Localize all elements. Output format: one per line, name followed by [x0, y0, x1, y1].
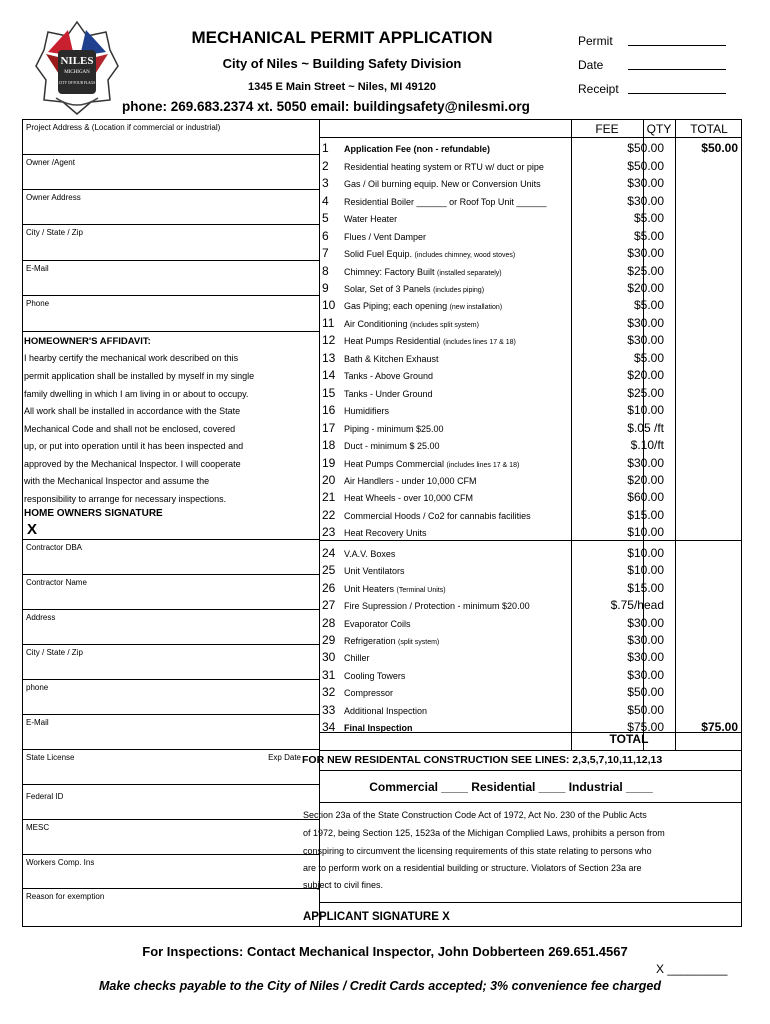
division-subtitle: City of Niles ~ Building Safety Division: [222, 56, 462, 71]
fee-row-amount: $30.00: [627, 333, 664, 348]
contractor-email-label: E-Mail: [26, 718, 49, 727]
fee-row: [320, 278, 742, 295]
fee-row-description: Flues / Vent Damper: [344, 231, 427, 242]
fee-row-description: Tanks - Above Ground: [344, 371, 434, 382]
exp-date-label: Exp Date: [268, 753, 301, 762]
fee-row-description: Heat Recovery Units: [344, 528, 427, 539]
fee-row-amount: $30.00: [627, 193, 664, 208]
mesc-label: MESC: [26, 823, 50, 832]
contractor-name-label: Contractor Name: [26, 578, 87, 587]
fee-row-description: Duct - minimum $ 25.00: [344, 441, 440, 452]
owner-city-field[interactable]: [23, 225, 319, 261]
owner-email-label: E-Mail: [26, 264, 49, 273]
fee-row-qty-input[interactable]: [644, 295, 674, 312]
fee-row: [320, 190, 742, 207]
fee-row-amount: $15.00: [627, 507, 664, 522]
logo-text-niles: NILES: [60, 55, 94, 67]
fee-row: [320, 173, 742, 190]
fee-row: [320, 717, 742, 734]
fee-row-number: 22: [322, 507, 336, 522]
fee-row-description: Water Heater: [344, 214, 398, 225]
fee-row: [320, 435, 742, 452]
fee-row-note: (Terminal Units): [396, 586, 446, 594]
permit-field[interactable]: [578, 34, 613, 48]
owner-agent-label: Owner /Agent: [26, 158, 75, 167]
fee-row: [320, 208, 742, 225]
category-selection[interactable]: Commercial ____ Residential ____ Industrial ____: [369, 780, 653, 794]
fee-row: [320, 560, 742, 577]
fee-row: [320, 225, 742, 242]
affidavit-line: Mechanical Code and shall not be enclosed, covered: [24, 424, 236, 434]
fee-row-qty-input[interactable]: [644, 417, 674, 434]
fee-row: [320, 260, 742, 277]
fee-row-note: (includes lines 17 & 18): [443, 339, 516, 347]
fee-row-number: 15: [322, 385, 336, 400]
fee-row-amount: $10.00: [627, 403, 664, 418]
fee-row-description: Solid Fuel Equip. (includes chimney, wood stoves): [344, 249, 516, 260]
fee-row: [320, 647, 742, 664]
fee-row-description: Gas / Oil burning equip. New or Conversion Units: [344, 179, 541, 190]
fee-row-description: Commercial Hoods / Co2 for cannabis facilities: [344, 510, 531, 521]
fee-row-qty-input[interactable]: [644, 347, 674, 364]
fee-row-qty-input[interactable]: [644, 452, 674, 469]
fee-row: [320, 665, 742, 682]
section-23a-line: conspiring to circumvent the licensing requirements of this state relating to persons who: [303, 846, 652, 856]
fee-row-qty-input[interactable]: [644, 647, 674, 664]
fee-row-description: Heat Pumps Residential (includes lines 17 & 18): [344, 336, 516, 347]
federal-id-label: Federal ID: [26, 792, 64, 801]
fee-row-number: 14: [322, 368, 336, 383]
fee-row-amount: $30.00: [627, 633, 664, 648]
fee-row-amount: $75.00: [627, 720, 664, 735]
fee-row-amount: $30.00: [627, 315, 664, 330]
fee-row-description: Solar, Set of 3 Panels (includes piping): [344, 284, 485, 295]
fee-row-total[interactable]: $50.00: [701, 141, 738, 156]
fee-row-number: 4: [322, 193, 329, 208]
date-label: Date: [578, 58, 604, 72]
fee-row-note: (new installation): [449, 304, 503, 312]
logo-text-motto: CITY OF FOUR FLAGS: [58, 81, 96, 85]
affidavit-line: responsibility to arrange for necessary inspections.: [24, 494, 227, 504]
fee-row-qty-input[interactable]: [644, 173, 674, 190]
fee-row-qty-input[interactable]: [644, 260, 674, 277]
homeowner-signature-field[interactable]: X: [27, 521, 38, 538]
fee-row-qty-input[interactable]: [644, 522, 674, 539]
fee-column-header: FEE: [595, 122, 619, 136]
fee-row-description: Additional Inspection: [344, 705, 428, 716]
contractor-name-field[interactable]: [23, 575, 319, 610]
fee-row-qty-input[interactable]: [644, 504, 674, 521]
qty-column-header: QTY: [646, 122, 672, 136]
exemption-reason-field[interactable]: [23, 889, 319, 928]
fee-row: [320, 595, 742, 612]
fee-row-description: Final Inspection: [344, 723, 413, 734]
section-23a-line: Section 23a of the State Construction Code Act of 1972, Act No. 230 of the Public Acts: [303, 810, 647, 820]
application-form: [22, 119, 742, 927]
fee-row-qty-input[interactable]: [644, 313, 674, 330]
fee-row-qty-input[interactable]: [644, 365, 674, 382]
owner-email-field[interactable]: [23, 261, 319, 296]
contractor-phone-field[interactable]: [23, 680, 319, 715]
workers-comp-field[interactable]: [23, 855, 319, 889]
fee-row-amount: $5.00: [633, 228, 664, 243]
fee-row-qty-input[interactable]: [644, 665, 674, 682]
fee-row-description: Tanks - Under Ground: [344, 388, 433, 399]
fee-row: [320, 400, 742, 417]
fee-row-number: 11: [322, 315, 335, 330]
fee-row-number: 31: [322, 667, 336, 682]
fee-row-qty-input[interactable]: [644, 382, 674, 399]
fee-row-qty-input[interactable]: [644, 278, 674, 295]
contractor-dba-label: Contractor DBA: [26, 543, 83, 552]
fee-row-amount: $30.00: [627, 455, 664, 470]
fee-row-qty-input[interactable]: [644, 330, 674, 347]
fee-row-amount: $50.00: [627, 702, 664, 717]
fee-row-note: (includes piping): [433, 287, 485, 295]
fee-row-note: (includes split system): [410, 321, 479, 329]
fee-row: [320, 452, 742, 469]
fee-row-amount: $5.00: [633, 211, 664, 226]
city-seal-logo: [34, 20, 120, 116]
grand-total-label: TOTAL: [609, 732, 649, 746]
fee-row-number: 34: [322, 720, 336, 735]
fee-row-number: 20: [322, 472, 336, 487]
affidavit-line: I hearby certify the mechanical work described on this: [24, 353, 239, 363]
affidavit-line: family dwelling in which I am living in or about to occupy.: [24, 389, 249, 399]
fee-row: [320, 487, 742, 504]
fee-row: [320, 347, 742, 364]
affidavit-line: up, or put into operation until it has been inspected and: [24, 441, 244, 451]
fee-row-number: 1: [322, 141, 329, 156]
affidavit-line: All work shall be installed in accordance with the State: [24, 406, 241, 416]
fee-row-number: 23: [322, 525, 336, 540]
state-license-label: State License: [26, 753, 75, 762]
applicant-signature-field[interactable]: APPLICANT SIGNATURE X: [303, 911, 450, 923]
fee-row-qty-input[interactable]: [644, 155, 674, 172]
fee-row-amount: $20.00: [627, 281, 664, 296]
fee-row: [320, 682, 742, 699]
fee-row: [320, 504, 742, 521]
fee-row-qty-input[interactable]: [644, 630, 674, 647]
fee-row-number: 21: [322, 490, 336, 505]
fee-row-qty-input[interactable]: [644, 225, 674, 242]
fee-row-note: (includes chimney, wood stoves): [414, 252, 516, 260]
fee-row-description: Residential heating system or RTU w/ duct or pipe: [344, 161, 544, 172]
fee-row-qty-input[interactable]: [644, 699, 674, 716]
receipt-label: Receipt: [578, 82, 619, 96]
fee-row-amount: $20.00: [627, 472, 664, 487]
fee-row-amount: $.75/head: [610, 598, 664, 613]
fee-row-amount: $30.00: [627, 176, 664, 191]
fee-row-amount: $15.00: [627, 580, 664, 595]
fee-row-description: V.A.V. Boxes: [344, 548, 396, 559]
project-address-field[interactable]: [23, 120, 319, 155]
fee-row-number: 27: [322, 598, 336, 613]
fee-row-number: 10: [322, 298, 336, 313]
contractor-address-label: Address: [26, 613, 56, 622]
contractor-dba-field[interactable]: [23, 540, 319, 575]
fee-row-description: Piping - minimum $25.00: [344, 423, 444, 434]
owner-city-label: City / State / Zip: [26, 228, 83, 237]
fee-row-qty-input[interactable]: [644, 470, 674, 487]
fee-row-qty-input[interactable]: [644, 190, 674, 207]
fee-row-description: Air Conditioning (includes split system): [344, 318, 479, 329]
owner-address-field[interactable]: [23, 190, 319, 225]
fee-row: [320, 612, 742, 629]
fee-row-description: Compressor: [344, 688, 394, 699]
fee-row-qty-input[interactable]: [644, 612, 674, 629]
fee-row-qty-input[interactable]: [644, 487, 674, 504]
contractor-city-field[interactable]: [23, 645, 319, 680]
fee-row: [320, 417, 742, 434]
fee-row: [320, 313, 742, 330]
fee-row-number: 16: [322, 403, 336, 418]
fee-row-amount: $50.00: [627, 141, 664, 156]
fee-row-amount: $10.00: [627, 525, 664, 540]
fee-row-number: 30: [322, 650, 336, 665]
fee-row-description: Unit Ventilators: [344, 566, 405, 577]
fee-row-amount: $25.00: [627, 263, 664, 278]
fee-row-number: 19: [322, 455, 336, 470]
fee-row-description: Application Fee (non - refundable): [344, 144, 490, 155]
page-title: MECHANICAL PERMIT APPLICATION: [191, 28, 493, 47]
fee-row-description: Gas Piping; each opening (new installation): [344, 301, 503, 312]
workers-comp-label: Workers Comp. Ins: [26, 858, 95, 867]
fee-row-number: 28: [322, 615, 336, 630]
fee-row-number: 8: [322, 263, 329, 278]
fee-row-qty-input[interactable]: [644, 208, 674, 225]
fee-row: [320, 295, 742, 312]
fee-row-total[interactable]: $75.00: [701, 720, 738, 735]
fee-row: [320, 382, 742, 399]
fee-row-number: 33: [322, 702, 336, 717]
permit-label: Permit: [578, 34, 613, 48]
fee-row-number: 18: [322, 438, 336, 453]
state-license-field[interactable]: [23, 750, 319, 785]
contractor-phone-label: phone: [26, 683, 49, 692]
fee-row-description: Refrigeration (split system): [344, 636, 440, 647]
section-23a-line: are to perform work on a residential building or structure. Violators of Section 23a are: [303, 863, 642, 873]
fee-row-number: 2: [322, 158, 329, 173]
owner-phone-field[interactable]: [23, 296, 319, 332]
affidavit-line: with the Mechanical Inspector and assume the: [24, 476, 210, 486]
fee-row-number: 25: [322, 563, 336, 578]
fee-row-qty-input[interactable]: [644, 435, 674, 452]
project-address-label: Project Address & (Location if commercial or industrial): [26, 123, 221, 132]
fee-row-number: 5: [322, 211, 329, 226]
mesc-field[interactable]: [23, 820, 319, 855]
section-23a-line: of 1972, being Section 125, 1523a of the Michigan Complied Laws, prohibits a person from: [303, 828, 665, 838]
fee-row: [320, 138, 742, 155]
contractor-city-label: City / State / Zip: [26, 648, 83, 657]
contractor-address-field[interactable]: [23, 610, 319, 645]
payment-note: Make checks payable to the City of Niles / Credit Cards accepted; 3% convenience fee charged: [98, 979, 661, 993]
fee-row-number: 7: [322, 246, 329, 261]
fee-row-number: 12: [322, 333, 336, 348]
contractor-email-field[interactable]: [23, 715, 319, 750]
fee-row-note: (split system): [398, 639, 440, 647]
fee-row-note: (includes lines 17 & 18): [446, 461, 520, 469]
fee-row-description: Humidifiers: [344, 406, 390, 417]
fee-row-number: 13: [322, 350, 336, 365]
affidavit-line: permit application shall be installed by myself in my single: [24, 371, 255, 381]
fee-row-description: Residential Boiler ______ or Roof Top Unit ______: [344, 196, 547, 207]
receipt-field[interactable]: [578, 82, 619, 96]
homeowner-signature-label: HOME OWNERS SIGNATURE: [24, 508, 163, 519]
fee-row-amount: $10.00: [627, 563, 664, 578]
fee-row-description: Evaporator Coils: [344, 618, 411, 629]
fee-row: [320, 542, 742, 559]
fee-row-number: 6: [322, 228, 329, 243]
fee-row: [320, 470, 742, 487]
fee-row-amount: $5.00: [633, 298, 664, 313]
fee-row-amount: $50.00: [627, 685, 664, 700]
fee-row-note: (installed separately): [437, 269, 502, 277]
fee-row-amount: $5.00: [633, 350, 664, 365]
fee-row-amount: $50.00: [627, 158, 664, 173]
inspection-contact: For Inspections: Contact Mechanical Inspector, John Dobberteen 269.651.4567: [142, 944, 628, 959]
section-23a-line: subject to civil fines.: [303, 880, 384, 890]
fee-row-qty-input[interactable]: [644, 138, 674, 155]
contact-line: phone: 269.683.2374 xt. 5050 email: buildingsafety@nilesmi.org: [122, 99, 530, 114]
total-column-header: TOTAL: [690, 122, 728, 136]
affidavit-heading: HOMEOWNER'S AFFIDAVIT:: [24, 336, 151, 347]
fee-row: [320, 630, 742, 647]
fee-row-number: 17: [322, 420, 336, 435]
fee-row-amount: $30.00: [627, 246, 664, 261]
office-address: 1345 E Main Street ~ Niles, MI 49120: [247, 81, 436, 93]
fee-row-number: 24: [322, 545, 336, 560]
fee-row-qty-input[interactable]: [644, 577, 674, 594]
fee-row-qty-input[interactable]: [644, 542, 674, 559]
fee-row-description: Chimney: Factory Built (installed separately): [344, 266, 502, 277]
date-field[interactable]: [578, 58, 603, 72]
fee-row-amount: $.05 /ft: [627, 420, 664, 435]
fee-row-qty-input[interactable]: [644, 400, 674, 417]
fee-row: [320, 699, 742, 716]
fee-row-qty-input[interactable]: [644, 595, 674, 612]
fee-row-description: Fire Supression / Protection - minimum $20.00: [344, 601, 530, 612]
affidavit-line: approved by the Mechanical Inspector. I will cooperate: [24, 459, 241, 469]
fee-row-description: Air Handlers - under 10,000 CFM: [344, 475, 477, 486]
exemption-reason-label: Reason for exemption: [26, 892, 105, 901]
fee-row-amount: $30.00: [627, 650, 664, 665]
fee-row-number: 29: [322, 633, 336, 648]
logo-text-michigan: MICHIGAN: [64, 70, 90, 75]
fee-row-amount: $20.00: [627, 368, 664, 383]
new-residential-note: FOR NEW RESIDENTAL CONSTRUCTION SEE LINES: 2,3,5,7,10,11,12,13: [302, 754, 663, 766]
fee-row-qty-input[interactable]: [644, 682, 674, 699]
fee-row-amount: $30.00: [627, 667, 664, 682]
fee-row-amount: $.10/ft: [630, 438, 664, 453]
fee-row-description: Heat Wheels - over 10,000 CFM: [344, 493, 474, 504]
fee-row-number: 26: [322, 580, 336, 595]
fee-row-description: Bath & Kitchen Exhaust: [344, 353, 439, 364]
fee-row-description: Unit Heaters (Terminal Units): [344, 583, 446, 594]
federal-id-field[interactable]: [23, 785, 319, 820]
fee-row-number: 3: [322, 176, 329, 191]
fee-row: [320, 155, 742, 172]
fee-row-amount: $30.00: [627, 615, 664, 630]
fee-row: [320, 522, 742, 539]
fee-row-number: 9: [322, 281, 329, 296]
fee-row-description: Heat Pumps Commercial (includes lines 17 & 18): [344, 458, 520, 469]
fee-row-number: 32: [322, 685, 336, 700]
fee-row-amount: $25.00: [627, 385, 664, 400]
owner-address-label: Owner Address: [26, 193, 81, 202]
footer-signature-line[interactable]: X _________: [656, 962, 728, 976]
fee-row: [320, 330, 742, 347]
fee-row: [320, 577, 742, 594]
fee-row: [320, 243, 742, 260]
fee-row-description: Cooling Towers: [344, 670, 406, 681]
fee-row-qty-input[interactable]: [644, 560, 674, 577]
fee-row-qty-input[interactable]: [644, 243, 674, 260]
fee-row-amount: $10.00: [627, 545, 664, 560]
fee-row-amount: $60.00: [627, 490, 664, 505]
fee-row-description: Chiller: [344, 653, 370, 664]
fee-row: [320, 365, 742, 382]
owner-phone-label: Phone: [26, 299, 50, 308]
owner-agent-field[interactable]: [23, 155, 319, 190]
